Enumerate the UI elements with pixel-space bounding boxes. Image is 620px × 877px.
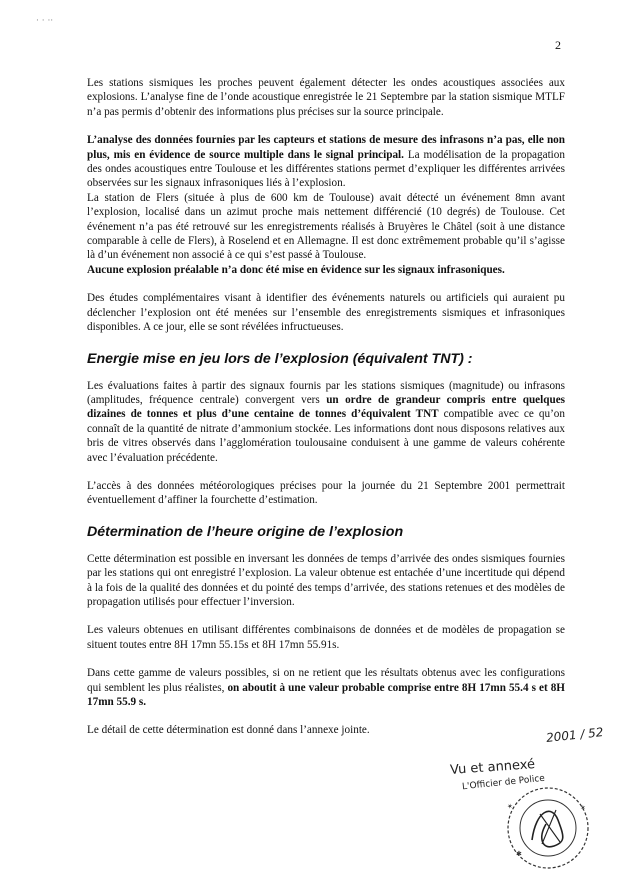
energy-bold: un ordre de grandeur compris entre quelques dizaines de tonnes et plus d’une centaine de tonnes d’équivalent TNT xyxy=(87,393,566,421)
svg-text:✶: ✶ xyxy=(505,801,516,812)
paragraph-flers-station: La station de Flers (située à plus de 600 km de Toulouse) avait détecté un événement 8mn avant l’explosion, localisé dans un azimut proche mais nettement différencié (10 degrés) de Toulouse. Cet événement n’a pas été retrouvé sur les enregistrements réalisés à Bruyères le Châtel (soit à une distance comparable à celle de Flers), à Roselend et en Allemagne. Il est donc extrêmement probable qu’il s’agisse là d’un événement non associé à ce qui s’est passé à Toulouse. xyxy=(87,191,565,262)
stamp-date: 2001 / 52 xyxy=(545,725,605,745)
paragraph-meteo-data: L’accès à des données météorologiques précises pour la journée du 21 Septembre 2001 permettrait éventuellement d’affiner la fourchette d’estimation. xyxy=(87,479,565,507)
svg-text:✶: ✶ xyxy=(580,804,586,812)
scan-marks: · · ·· xyxy=(36,16,54,26)
paragraph-annex: Le détail de cette détermination est donné dans l’annexe jointe. xyxy=(87,724,370,737)
paragraph-inversion: Cette détermination est possible en inversant les données de temps d’arrivée des ondes sismiques fournies par les stations qui ont enregistré l’explosion. La valeur obtenue est entachée d’une incertitude qui dépend à la fois de la qualité des données et du pointé des temps d’arrivée, des stations retenues et des modèles de propagation utilisés pour effectuer l’inversion. xyxy=(87,552,565,608)
paragraph-infrasound xyxy=(87,133,565,191)
section-title-origin-time: Détermination de l’heure origine de l’explosion xyxy=(87,523,404,540)
stamp-vu-annexe: Vu et annexé xyxy=(449,757,536,778)
official-stamp xyxy=(448,720,618,875)
page-number: 2 xyxy=(555,38,561,52)
stamp-officer: L'Officier de Police xyxy=(461,773,546,793)
svg-text:✱: ✱ xyxy=(516,850,522,858)
infrasound-bold: L’analyse des données fournies par les capteurs et stations de mesure des infrasons n’a pas, elle non plus, mis en évidence de source multiple dans le signal principal. xyxy=(87,134,565,161)
probable-text-start: Dans cette gamme de valeurs possibles, si on ne retient que les résultats obtenus avec les configurations qui semblent les plus réalistes, xyxy=(87,667,565,694)
paragraph-probable-value xyxy=(87,666,565,709)
conclusion-bold: Aucune explosion préalable n’a donc été mise en évidence sur les signaux infrasoniques. xyxy=(87,263,505,276)
paragraph-energy-evaluations xyxy=(87,379,565,465)
paragraph-acoustic-waves: Les stations sismiques les proches peuvent également détecter les ondes acoustiques associées aux explosions. L’analyse fine de l’onde acoustique enregistrée le 21 Septembre par la station sismique MTLF n’a pas permis d’obtenir des informations plus précises sur la source principale. xyxy=(87,77,565,118)
paragraph-complementary-studies: Des études complémentaires visant à identifier des événements naturels ou artificiels qui auraient pu déclencher l’explosion ont été menées sur l’ensemble des enregistrements sismiques et infrasoniques disponibles. A ce jour, elle se sont révélées infructueuses. xyxy=(87,292,565,334)
paragraph-values-range: Les valeurs obtenues en utilisant différentes combinaisons de données et de modèles de propagation se situent toutes entre 8H 17mn 55.15s et 8H 17mn 55.91s. xyxy=(87,624,565,651)
infrasound-rest: La modélisation de la propagation des ondes acoustiques entre Toulouse et les différentes stations permet d’expliquer les différentes arrivées observées sur les signaux infrasoniques liés à l’explosion. xyxy=(87,148,565,190)
document-body xyxy=(87,76,565,738)
probable-bold: on aboutit à une valeur probable comprise entre 8H 17mn 55.4 s et 8H 17mn 55.9 s. xyxy=(87,681,566,708)
section-title-energy: Energie mise en jeu lors de l’explosion (équivalent TNT) : xyxy=(87,350,473,367)
paragraph-conclusion xyxy=(87,263,565,277)
police-seal-icon xyxy=(496,780,606,872)
energy-text-end: compatible avec ce qu’on connaît de la quantité de nitrate d’ammonium stockée. Les informations dont nous disposons relatives aux bris de vitres observés dans l’agglomération toulousaine conduisent à une gamme de valeurs cohérente avec l’évaluation précédente. xyxy=(87,408,565,464)
energy-text-start: Les évaluations faites à partir des signaux fournis par les stations sismiques (magnitude) ou infrasons (amplitudes, fréquence centrale) convergent vers xyxy=(87,379,565,406)
